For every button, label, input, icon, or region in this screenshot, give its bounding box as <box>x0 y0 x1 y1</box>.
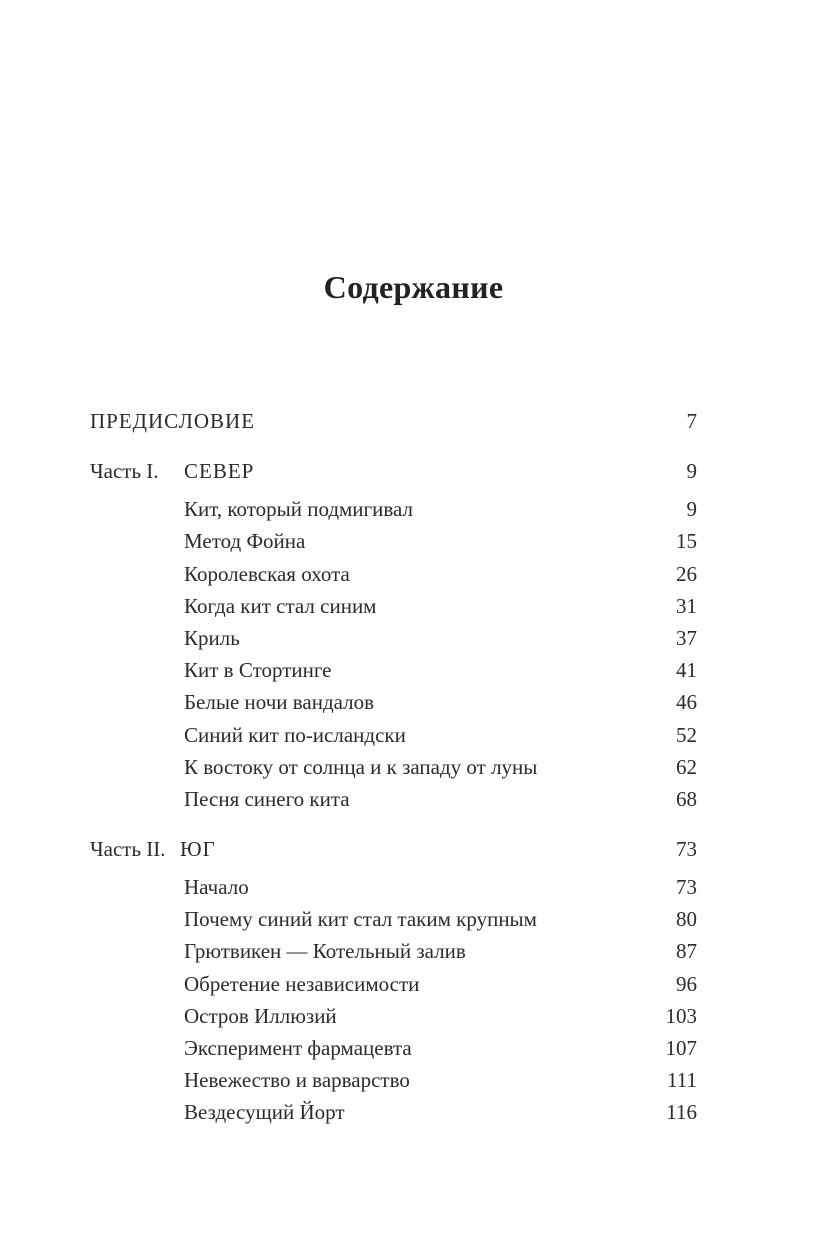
toc-entry-title: Грютвикен — Котельный залив <box>184 939 466 964</box>
toc-entry-title: Королевская охота <box>184 561 350 586</box>
toc-entry-page: 80 <box>676 907 697 932</box>
toc-entry-page: 107 <box>665 1036 697 1060</box>
toc-entry-title: Когда кит стал синим <box>184 593 377 618</box>
toc-entry <box>90 1064 697 1096</box>
toc-part-heading <box>90 455 697 487</box>
toc-entry-page: 41 <box>676 658 697 683</box>
toc-part-page: 73 <box>676 837 697 862</box>
toc-entry <box>90 719 697 751</box>
toc-entry <box>90 622 697 654</box>
toc-entry-title: Эксперимент фармацевта <box>184 1036 412 1060</box>
toc-entry <box>90 1032 697 1064</box>
page-title: Содержание <box>323 269 504 306</box>
toc-part-prefix: Часть I. <box>90 459 159 484</box>
toc-part-heading <box>90 833 697 865</box>
toc-entry-title: Кит в Стортинге <box>184 658 332 683</box>
toc-entry-page: 116 <box>666 1100 697 1125</box>
toc-entry-title: Остров Иллюзий <box>184 1003 337 1028</box>
toc-entry-page: 52 <box>676 722 697 747</box>
toc-part-page: 9 <box>686 459 697 484</box>
toc-entry-page: 26 <box>676 561 697 586</box>
toc-entry-page: 111 <box>667 1068 697 1093</box>
toc-entry <box>90 1096 697 1128</box>
toc-entry-page: 68 <box>676 786 697 811</box>
toc-entry <box>90 558 697 590</box>
toc-entry-page: 62 <box>676 754 697 779</box>
toc-entry-title: Вездесущий Йорт <box>184 1100 345 1125</box>
toc-part-title: СЕВЕР <box>184 459 255 484</box>
toc-entry-title: Кит, который подмигивал <box>184 497 414 522</box>
toc-entry <box>90 654 697 686</box>
toc-entry-title: Синий кит по-исландски <box>184 722 406 747</box>
toc-part-title: ЮГ <box>180 837 216 862</box>
toc-entry-title: К востоку от солнца и к западу от луны <box>184 754 538 779</box>
toc-part-prefix: Часть II. <box>90 837 166 862</box>
toc-preface-page: 7 <box>686 409 697 433</box>
toc-entry-page: 87 <box>676 939 697 964</box>
toc-entry-page: 96 <box>676 971 697 996</box>
toc-entry <box>90 968 697 1000</box>
toc-entry-page: 9 <box>686 497 697 522</box>
toc-entry <box>90 493 697 525</box>
toc-entry <box>90 935 697 967</box>
toc-entry <box>90 783 697 815</box>
toc-entry-page: 37 <box>676 625 697 650</box>
toc-entry-title: Метод Фойна <box>184 529 306 554</box>
toc-entry <box>90 871 697 903</box>
toc-entry <box>90 590 697 622</box>
toc-entry-title: Песня синего кита <box>184 786 350 811</box>
toc-entry-title: Почему синий кит стал таким крупным <box>184 907 537 932</box>
table-of-contents <box>90 405 697 1129</box>
toc-entry-title: Криль <box>184 625 240 650</box>
toc-entry <box>90 903 697 935</box>
toc-entry-title: Невежество и варварство <box>184 1068 410 1093</box>
toc-preface <box>90 405 697 437</box>
toc-entry-page: 15 <box>676 529 697 554</box>
toc-entry-title: Начало <box>184 875 249 900</box>
toc-entry-page: 73 <box>676 875 697 900</box>
toc-preface-label: ПРЕДИСЛОВИЕ <box>90 409 256 433</box>
toc-entry-title: Белые ночи вандалов <box>184 690 375 715</box>
toc-entry-page: 103 <box>665 1003 697 1028</box>
toc-entry <box>90 686 697 718</box>
toc-entry <box>90 1000 697 1032</box>
toc-entry <box>90 525 697 557</box>
toc-entry-title: Обретение независимости <box>184 971 420 996</box>
toc-entry <box>90 751 697 783</box>
toc-entry-page: 46 <box>676 690 697 715</box>
toc-entry-page: 31 <box>676 593 697 618</box>
